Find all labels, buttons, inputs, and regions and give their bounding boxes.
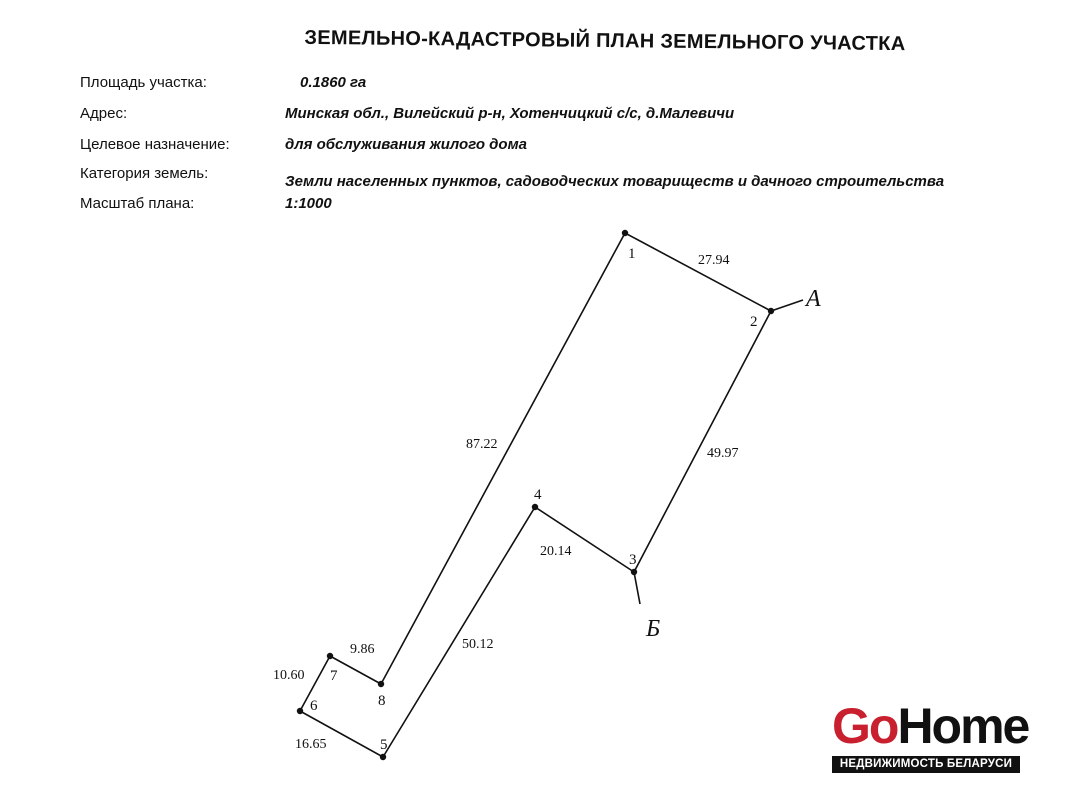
- address-label: Адрес:: [80, 105, 128, 122]
- vertex-4: [532, 504, 538, 510]
- gohome-logo: [832, 698, 1029, 774]
- document-title: ЗЕМЕЛЬНО-КАДАСТРОВЫЙ ПЛАН ЗЕМЕЛЬНОГО УЧАСТКА: [304, 26, 906, 56]
- area-label: Площадь участка:: [80, 74, 207, 91]
- vertex-7: [327, 653, 333, 659]
- vertex-2: [768, 308, 774, 314]
- point-label-5: 5: [380, 737, 388, 753]
- direction-label-b: Б: [646, 616, 661, 642]
- logo-home-text: Home: [897, 698, 1029, 754]
- direction-line-a: [771, 300, 803, 311]
- segment-length-1-2: 27.94: [698, 253, 730, 268]
- address-value: Минская обл., Вилейский р-н, Хотенчицкий с/с, д.Малевичи: [285, 105, 735, 122]
- direction-line-b: [634, 572, 640, 604]
- point-label-6: 6: [310, 698, 318, 714]
- vertex-1: [622, 230, 628, 236]
- area-value: 0.1860 га: [300, 74, 367, 91]
- logo-go-text: Go: [832, 698, 898, 754]
- purpose-value: для обслуживания жилого дома: [285, 136, 528, 153]
- scale-label: Масштаб плана:: [80, 195, 195, 212]
- vertex-8: [378, 681, 384, 687]
- segment-length-7-8: 9.86: [350, 642, 375, 657]
- segment-length-5-6: 16.65: [295, 737, 327, 752]
- category-value: Земли населенных пунктов, садоводческих товариществ и дачного строительства: [285, 173, 945, 190]
- scale-value: 1:1000: [285, 195, 332, 212]
- purpose-label: Целевое назначение:: [80, 136, 230, 153]
- logo-wordmark: [832, 698, 1028, 754]
- point-label-4: 4: [534, 487, 542, 503]
- category-label: Категория земель:: [80, 165, 209, 182]
- point-label-2: 2: [750, 314, 758, 330]
- logo-tagline: НЕДВИЖИМОСТЬ БЕЛАРУСИ: [832, 756, 1020, 773]
- vertex-6: [297, 708, 303, 714]
- segment-length-8-1: 87.22: [466, 437, 498, 452]
- point-label-7: 7: [330, 668, 338, 684]
- point-label-3: 3: [629, 552, 637, 568]
- segment-length-6-7: 10.60: [273, 668, 305, 683]
- segment-length-3-4: 20.14: [540, 544, 572, 559]
- segment-length-4-5: 50.12: [462, 637, 494, 652]
- point-label-1: 1: [628, 246, 636, 262]
- point-label-8: 8: [378, 693, 386, 709]
- segment-length-2-3: 49.97: [707, 446, 739, 461]
- direction-label-a: А: [806, 286, 821, 312]
- vertex-3: [631, 569, 637, 575]
- vertex-5: [380, 754, 386, 760]
